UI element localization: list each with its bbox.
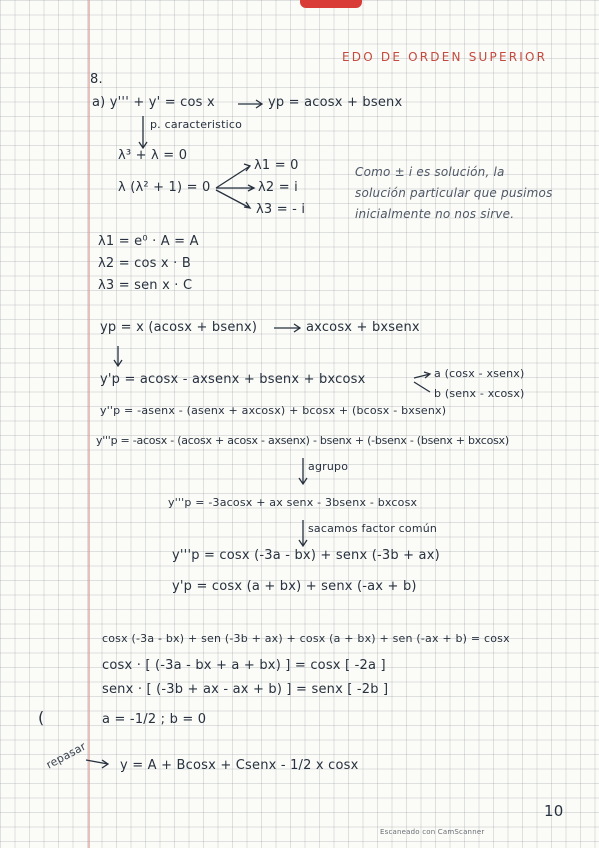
arrow-down-yp [114, 346, 122, 366]
margin-line [88, 0, 90, 848]
first-derivative: y'p = acosx - axsenx + bsenx + bxcosx [100, 372, 366, 387]
repasar-note: repasar [44, 739, 89, 772]
particular-guess: yp = acosx + bsenx [268, 95, 403, 110]
third-derivative-factored: y'''p = cosx (-3a - bx) + senx (-3b + ax) [172, 548, 440, 563]
arrow-to-notes [414, 372, 430, 392]
note-line-2: solución particular que pusimos [355, 186, 553, 200]
solution-2: λ2 = cos x · B [98, 256, 191, 271]
third-derivative: y'''p = -acosx - (acosx + acosx - axsenx) - bsenx + (-bsenx - (bsenx + bxcosx) [96, 434, 509, 447]
solution-1: λ1 = e⁰ · A = A [98, 234, 199, 249]
characteristic-equation: λ³ + λ = 0 [118, 148, 188, 163]
third-derivative-grouped: y'''p = -3acosx + ax senx - 3bsenx - bxcosx [168, 496, 418, 509]
paren-mark: ( [38, 708, 45, 727]
sen-coefficients: senx · [ (-3b + ax - ax + b) ] = senx [ -2b ] [102, 682, 389, 697]
final-solution: y = A + Bcosx + Csenx - 1/2 x cosx [120, 758, 359, 773]
root-2: λ2 = i [258, 180, 298, 195]
problem-statement: a) y''' + y' = cos x [92, 95, 215, 110]
top-red-decoration [300, 0, 362, 8]
cos-coefficients: cosx · [ (-3a - bx + a + bx) ] = cosx [ -2a ] [102, 658, 386, 673]
particular-new: yp = x (acosx + bsenx) [100, 320, 258, 335]
root-1: λ1 = 0 [254, 158, 299, 173]
arrow-yp-new [274, 324, 300, 332]
section-title: EDO DE ORDEN SUPERIOR [342, 50, 548, 64]
combined-equation: cosx (-3a - bx) + sen (-3b + ax) + cosx (a + bx) + sen (-ax + b) = cosx [102, 632, 510, 645]
first-derivative-note-a: a (cosx - xsenx) [434, 367, 525, 380]
root-3: λ3 = - i [256, 202, 306, 217]
arrow-down-agrupo [299, 458, 307, 484]
section-number: 8. [90, 72, 103, 87]
group-label: agrupo [308, 460, 349, 473]
characteristic-label: p. caracteristico [150, 118, 243, 131]
note-line-1: Como ± i es solución, la [355, 165, 505, 179]
factor-label: sacamos factor común [308, 522, 438, 535]
ab-values: a = -1/2 ; b = 0 [102, 712, 207, 727]
arrow-down-char [139, 116, 147, 148]
particular-expanded: axcosx + bxsenx [306, 320, 420, 335]
arrow-to-yp [238, 100, 262, 108]
second-derivative: y''p = -asenx - (asenx + axcosx) + bcosx + (bcosx - bxsenx) [100, 404, 447, 417]
page-number: 10 [544, 802, 564, 820]
arrow-branch-roots [216, 164, 254, 208]
scanner-footer: Escaneado con CamScanner [380, 828, 485, 836]
first-derivative-note-b: b (senx - xcosx) [434, 387, 525, 400]
factored-equation: λ (λ² + 1) = 0 [118, 180, 211, 195]
arrow-down-factor [299, 520, 307, 546]
solution-3: λ3 = sen x · C [98, 278, 193, 293]
note-line-3: inicialmente no nos sirve. [355, 207, 515, 221]
first-derivative-factored: y'p = cosx (a + bx) + senx (-ax + b) [172, 579, 417, 594]
